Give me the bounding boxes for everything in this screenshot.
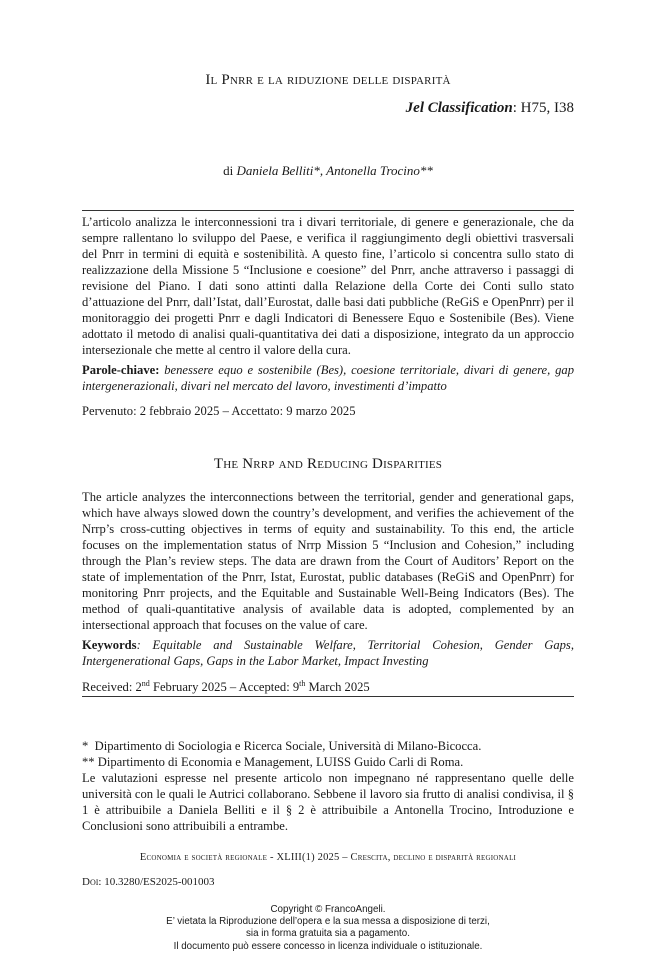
received-prefix: Received: 2: [82, 680, 142, 695]
copyright-line-2: E’ vietata la Riproduzione dell’opera e la sua messa a disposizione di terzi,: [166, 916, 490, 928]
keywords-italian: [82, 362, 574, 394]
jel-label: Jel Classification: [405, 100, 513, 116]
footnotes: [82, 738, 574, 834]
received-sup: nd: [141, 679, 150, 688]
article-title-italian: Il Pnrr e la riduzione delle disparità: [205, 72, 451, 88]
authors-line: [82, 163, 574, 179]
received-mid: February 2025 – Accepted: 9: [149, 680, 300, 695]
keywords-italian-terms: benessere equo e sostenibile (Bes), coesione territoriale, divari di genere, gap intergenerazionali, divari nel mercato del lavoro, investimenti d’impatto: [82, 363, 574, 393]
authors-prefix: di: [223, 163, 237, 178]
article-title-english: The Nrrp and Reducing Disparities: [213, 456, 443, 472]
keywords-english: [82, 637, 574, 669]
copyright-notice: [82, 904, 574, 953]
jel-codes: : H75, I38: [512, 100, 574, 116]
accepted-suffix: March 2025: [305, 680, 370, 695]
dates-italian: Pervenuto: 2 febbraio 2025 – Accettato: 9 marzo 2025: [82, 404, 356, 418]
authors-names: Daniela Belliti*, Antonella Trocino**: [236, 163, 433, 178]
abstract-italian: L’articolo analizza le interconnessioni tra i divari territoriale, di genere e generazionale, che da sempre rallentano lo sviluppo del Paese, e verifica il raggiungimento degli obiettivi trasversali del Pnrr in termini di equità e sostenibilità. A questo fine, l’articolo si concentra sullo stato di realizzazione della Missione 5 “Inclusione e coesione” del Pnrr, anche attraverso i passaggi di revisione del Piano. I dati sono attinti dalla Relazione della Corte dei Conti sullo stato d’attuazione del Pnrr, dall’Istat, dall’Eurostat, dalle basi dati pubbliche (ReGiS e OpenPnrr) per il monitoraggio dei progetti Pnrr e dagli Indicatori di Benessere Equo e Sostenibile (Bes). Viene adottato il metodo di analisi quali-quantitativa dei dati a disposizione, integrato da un approccio intersezionale che mette al centro il valore della cura.: [82, 215, 574, 357]
abstract-english: The article analyzes the interconnections between the territorial, gender and generational gaps, which have always slowed down the country’s development, and verifies the achievement of the Nrrp’s cross-cutting objectives in terms of equity and sustainability. To this end, the article focuses on the implementation status of Nrrp Mission 5 “Inclusion and Cohesion,” including through the Plan’s review steps. The data are drawn from the Court of Auditors’ Report on the state of implementation of the Pnrr, Istat, Eurostat, public databases (ReGiS and OpenPnrr) for monitoring Pnrr projects, and the Equitable and Sustainable Well-Being Indicators (Bes). The method of quali-quantitative analysis of available data is adopted, complemented by an intersectional approach that focuses on the value of care.: [82, 490, 574, 632]
jel-classification: [406, 100, 574, 117]
footnote-1: * Dipartimento di Sociologia e Ricerca Sociale, Università di Milano-Bicocca.: [82, 739, 482, 753]
dates-english: [82, 676, 574, 695]
keywords-italian-label: Parole-chiave:: [82, 363, 160, 377]
abstract-top-rule: [82, 210, 574, 211]
keywords-english-label: Keywords: [82, 638, 137, 652]
journal-footer: Economia e società regionale - XLIII(1) 2025 – Crescita, declino e disparità regionali: [139, 852, 517, 863]
abstract-bottom-rule: [82, 696, 574, 697]
copyright-line-3: sia in forma gratuita sia a pagamento.: [246, 928, 410, 940]
footnote-2: ** Dipartimento di Economia e Management, LUISS Guido Carli di Roma.: [82, 755, 464, 769]
footnote-3: Le valutazioni espresse nel presente articolo non impegnano né rappresentano quelle delle università con le quali le Autrici collaborano. Sebbene il lavoro sia frutto di analisi condivisa, il § 1 è attribuibile a Daniela Belliti e il § 2 è attribuibile a Antonella Trocino, Introduzione e Conclusioni sono attribuibili a entrambe.: [82, 771, 574, 833]
copyright-line-1: Copyright © FrancoAngeli.: [270, 904, 386, 915]
copyright-line-4: Il documento può essere concesso in licenza individuale o istituzionale.: [173, 940, 483, 952]
keywords-english-terms: : Equitable and Sustainable Welfare, Territorial Cohesion, Gender Gaps, Intergenerational Gaps, Gaps in the Labor Market, Impact Investing: [82, 638, 574, 668]
doi-line: Doi: 10.3280/ES2025-001003: [82, 876, 215, 888]
accepted-sup: th: [299, 679, 306, 688]
